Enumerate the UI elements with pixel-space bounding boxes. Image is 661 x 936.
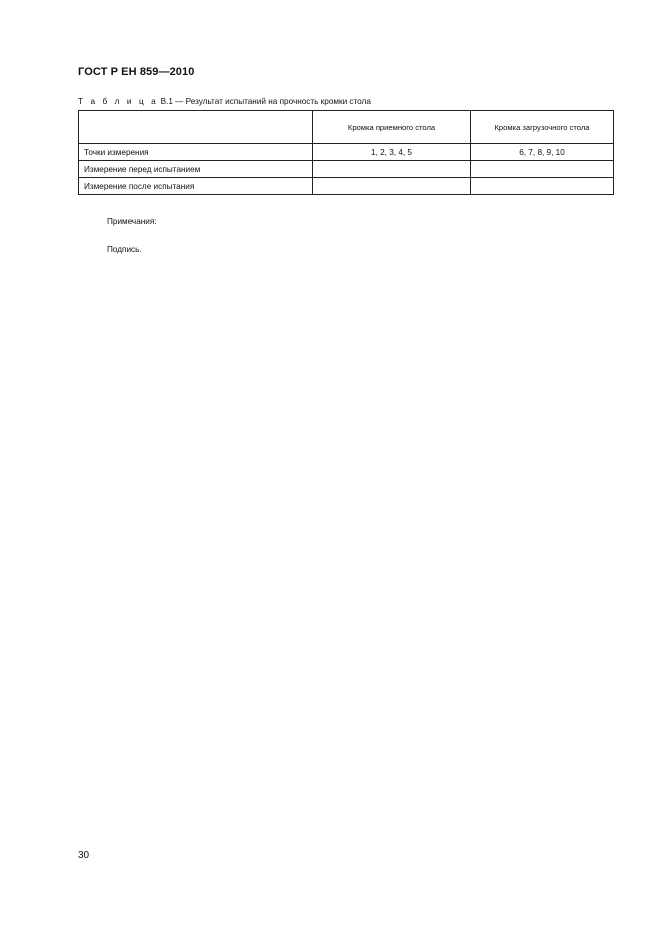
table-cell: 6, 7, 8, 9, 10	[471, 144, 614, 161]
table-row	[79, 178, 614, 195]
table-caption	[78, 97, 371, 106]
results-table	[78, 110, 614, 195]
column-header-empty	[79, 111, 313, 144]
signature-label: Подпись.	[107, 245, 142, 254]
table-cell	[471, 178, 614, 195]
table-row	[79, 144, 614, 161]
row-label: Измерение после испытания	[79, 178, 313, 195]
remarks-label: Примечания:	[107, 217, 157, 226]
page-number: 30	[78, 850, 90, 861]
table-row	[79, 161, 614, 178]
table-caption-label: Т а б л и ц а	[78, 97, 159, 106]
table-header-row	[79, 111, 614, 144]
column-header-loading-edge: Кромка загрузочного стола	[471, 111, 614, 144]
table-cell	[313, 178, 471, 195]
table-cell: 1, 2, 3, 4, 5	[313, 144, 471, 161]
row-label: Измерение перед испытанием	[79, 161, 313, 178]
table-cell	[471, 161, 614, 178]
table-caption-text: B.1 — Результат испытаний на прочность кромки стола	[160, 97, 371, 106]
table-cell	[313, 161, 471, 178]
document-header: ГОСТ Р ЕН 859—2010	[78, 66, 195, 78]
column-header-receiving-edge: Кромка приемного стола	[313, 111, 471, 144]
row-label: Точки измерения	[79, 144, 313, 161]
